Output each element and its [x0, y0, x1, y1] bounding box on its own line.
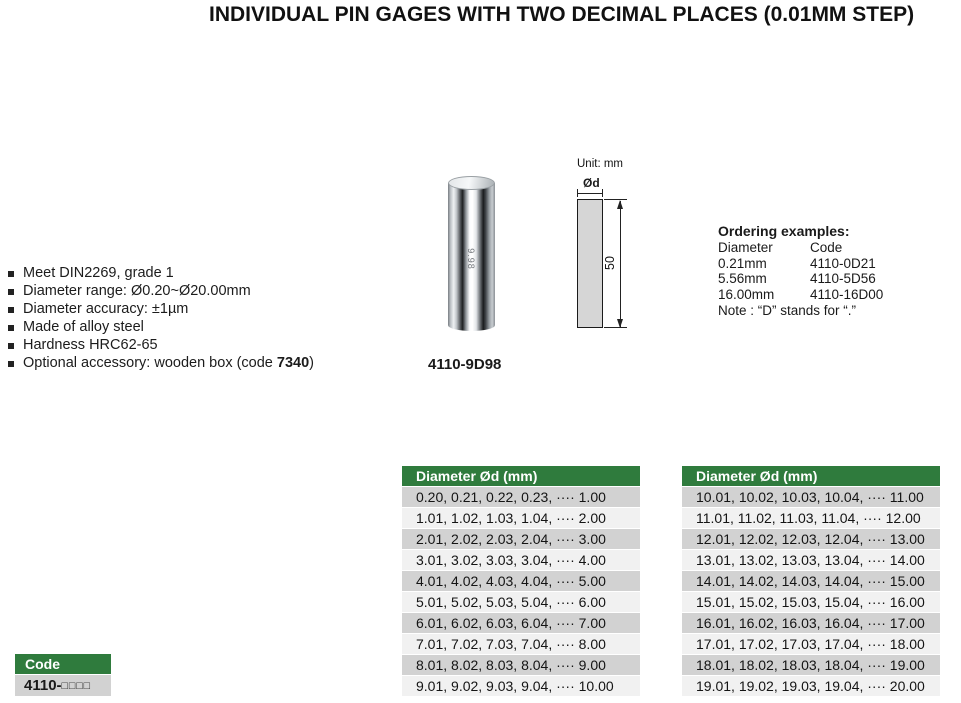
unit-label: Unit: mm	[577, 158, 623, 170]
arrow-up-icon	[617, 200, 623, 209]
diameter-table-2	[682, 466, 940, 697]
diameter-dimension-label: Ød	[583, 176, 600, 190]
dimension-tick	[577, 189, 578, 197]
feature-text: Made of alloy steel	[23, 319, 144, 335]
bullet-square-icon	[8, 271, 14, 277]
bullet-square-icon	[8, 289, 14, 295]
feature-item	[8, 265, 314, 283]
ordering-column-headers	[718, 240, 883, 256]
table-row: 17.01, 17.02, 17.03, 17.04, ···· 18.00	[682, 634, 940, 654]
pin-top-face	[448, 176, 495, 190]
table-row: 7.01, 7.02, 7.03, 7.04, ···· 8.00	[402, 634, 640, 654]
feature-text: Hardness HRC62-65	[23, 337, 158, 353]
feature-text: Diameter range: Ø0.20~Ø20.00mm	[23, 283, 251, 299]
table-header: Diameter Ød (mm)	[682, 466, 940, 486]
table-row: 14.01, 14.02, 14.03, 14.04, ···· 15.00	[682, 571, 940, 591]
product-code-caption: 4110-9D98	[428, 356, 502, 373]
table-row: 0.20, 0.21, 0.22, 0.23, ···· 1.00	[402, 487, 640, 507]
table-row: 11.01, 11.02, 11.03, 11.04, ···· 12.00	[682, 508, 940, 528]
bullet-square-icon	[8, 325, 14, 331]
diameter-dimension-line	[577, 193, 603, 194]
table-row: 13.01, 13.02, 13.03, 13.04, ···· 14.00	[682, 550, 940, 570]
table-row: 3.01, 3.02, 3.03, 3.04, ···· 4.00	[402, 550, 640, 570]
table-row: 12.01, 12.02, 12.03, 12.04, ···· 13.00	[682, 529, 940, 549]
feature-text: Meet DIN2269, grade 1	[23, 265, 174, 281]
pin-outline-drawing	[577, 199, 603, 328]
dimension-tick	[602, 189, 603, 197]
table-row: 2.01, 2.02, 2.03, 2.04, ···· 3.00	[402, 529, 640, 549]
extension-line	[604, 327, 627, 328]
table-row: 9.01, 9.02, 9.03, 9.04, ···· 10.00	[402, 676, 640, 696]
ordering-row: 0.21mm 4110-0D21	[718, 255, 876, 271]
table-header: Diameter Ød (mm)	[402, 466, 640, 486]
bullet-square-icon	[8, 343, 14, 349]
feature-item	[8, 319, 314, 337]
table-row: 15.01, 15.02, 15.03, 15.04, ···· 16.00	[682, 592, 940, 612]
table-row: 1.01, 1.02, 1.03, 1.04, ···· 2.00	[402, 508, 640, 528]
pin-size-marking: 9.98	[466, 248, 476, 270]
ordering-col-code: Code	[810, 239, 843, 255]
table-row: 5.01, 5.02, 5.03, 5.04, ···· 6.00	[402, 592, 640, 612]
table-row: 10.01, 10.02, 10.03, 10.04, ···· 11.00	[682, 487, 940, 507]
ordering-col-diameter: Diameter	[718, 239, 773, 255]
feature-text: Optional accessory: wooden box (code 7340)	[23, 355, 315, 371]
code-box-header: Code	[15, 654, 111, 674]
page-title: INDIVIDUAL PIN GAGES WITH TWO DECIMAL PLACES (0.01MM STEP)	[209, 3, 915, 26]
feature-item-optional-accessory	[8, 355, 314, 373]
feature-item	[8, 337, 314, 355]
code-placeholder-squares: □□□□	[61, 679, 91, 692]
bullet-square-icon	[8, 361, 14, 367]
table-row: 19.01, 19.02, 19.03, 19.04, ···· 20.00	[682, 676, 940, 696]
ordering-examples	[718, 224, 883, 319]
code-box-value	[15, 675, 111, 696]
table-row: 16.01, 16.02, 16.03, 16.04, ···· 17.00	[682, 613, 940, 633]
arrow-down-icon	[617, 319, 623, 328]
feature-item	[8, 301, 314, 319]
feature-text: Diameter accuracy: ±1µm	[23, 301, 189, 317]
table-row: 6.01, 6.02, 6.03, 6.04, ···· 7.00	[402, 613, 640, 633]
length-dimension-label: 50	[603, 256, 617, 270]
ordering-row: 16.00mm 4110-16D00	[718, 287, 884, 303]
bullet-square-icon	[8, 307, 14, 313]
length-dimension-line	[620, 201, 621, 327]
table-row: 4.01, 4.02, 4.03, 4.04, ···· 5.00	[402, 571, 640, 591]
extension-line	[604, 199, 627, 200]
ordering-row: 5.56mm 4110-5D56	[718, 271, 876, 287]
feature-item	[8, 283, 314, 301]
code-prefix: 4110-	[24, 677, 62, 694]
ordering-note: Note : “D” stands for “.”	[718, 302, 857, 318]
diameter-table-1	[402, 466, 640, 697]
accessory-code: 7340	[276, 355, 310, 371]
order-code-box	[15, 654, 111, 696]
ordering-heading: Ordering examples:	[718, 223, 850, 239]
table-row: 8.01, 8.02, 8.03, 8.04, ···· 9.00	[402, 655, 640, 675]
table-row: 18.01, 18.02, 18.03, 18.04, ···· 19.00	[682, 655, 940, 675]
feature-list	[8, 265, 314, 373]
pin-gage-photo	[448, 176, 495, 334]
